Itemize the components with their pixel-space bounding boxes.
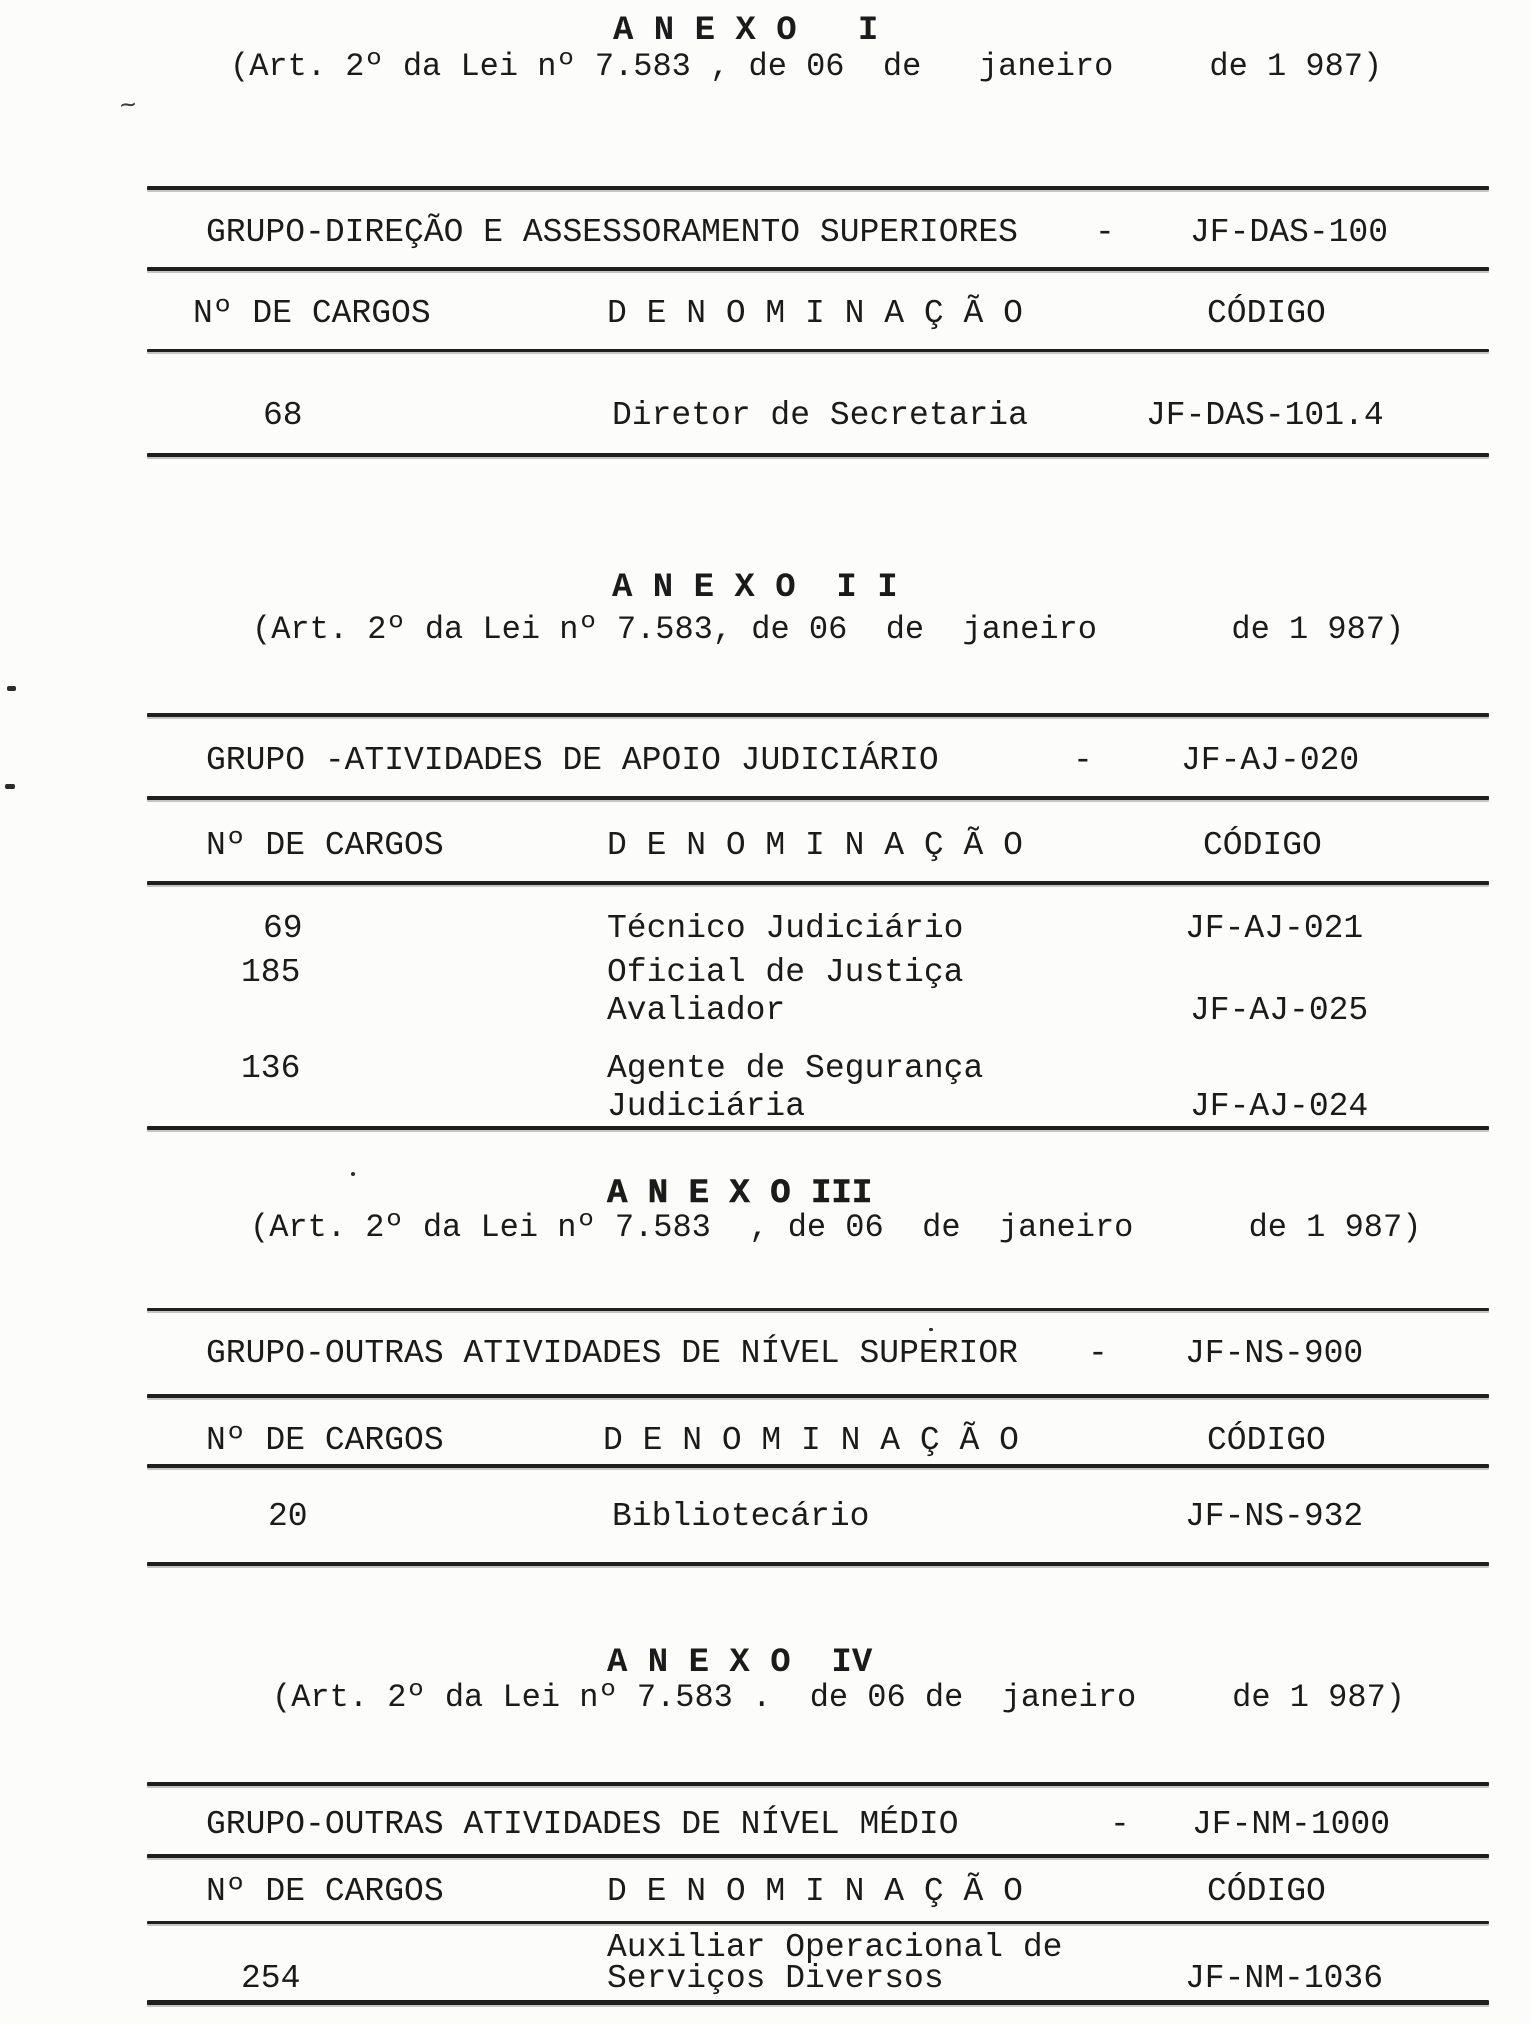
anexo4-col-codigo: CÓDIGO [1207, 1873, 1326, 1910]
rule [147, 1464, 1489, 1468]
anexo2-row1-denominacao: Técnico Judiciário [607, 910, 964, 947]
anexo3-group-code: JF-NS-900 [1185, 1335, 1364, 1372]
anexo3-col-denominacao: D E N O M I N A Ç Ã O [603, 1422, 1019, 1459]
anexo3-row1-cargos: 20 [268, 1498, 308, 1535]
anexo2-group-label: GRUPO -ATIVIDADES DE APOIO JUDICIÁRIO [206, 742, 939, 779]
rule [147, 1782, 1489, 1786]
anexo2-group-dash: - [1073, 742, 1093, 779]
anexo2-row3-denominacao-line1: Agente de Segurança [607, 1050, 984, 1087]
anexo2-row2-denominacao-line1: Oficial de Justiça [607, 954, 964, 991]
anexo1-group-code: JF-DAS-100 [1190, 214, 1389, 251]
rule [147, 881, 1489, 885]
rule [147, 1126, 1489, 1130]
anexo2-row2-denominacao-line2: Avaliador [607, 992, 786, 1029]
rule [147, 453, 1489, 457]
anexo4-col-cargos: Nº DE CARGOS [206, 1873, 444, 1910]
anexo4-title: A N E X O IV [607, 1644, 873, 1682]
rule [147, 713, 1489, 717]
scan-speck [5, 784, 15, 789]
rule [147, 1921, 1489, 1924]
anexo1-row1-cargos: 68 [263, 397, 303, 434]
rule [147, 267, 1489, 271]
anexo3-subtitle: (Art. 2º da Lei nº 7.583 , de 06 de janeiro de 1 987) [250, 1209, 1422, 1246]
anexo2-row3-denominacao-line2: Judiciária [607, 1088, 806, 1125]
anexo1-title: A N E X O I [613, 12, 879, 50]
rule [147, 2000, 1489, 2005]
anexo2-col-denominacao: D E N O M I N A Ç Ã O [607, 827, 1023, 864]
rule [147, 1562, 1489, 1566]
rule [147, 1394, 1489, 1398]
anexo1-subtitle: (Art. 2º da Lei nº 7.583 , de 06 de janeiro de 1 987) [230, 48, 1383, 85]
anexo2-col-codigo: CÓDIGO [1203, 827, 1322, 864]
anexo1-col-cargos: Nº DE CARGOS [193, 295, 431, 332]
anexo2-row1-cargos: 69 [263, 910, 303, 947]
anexo4-row1-denominacao-line2: Serviços Diversos [607, 1960, 944, 1997]
anexo2-row1-codigo: JF-AJ-021 [1185, 910, 1364, 947]
scan-speck [351, 1172, 355, 1176]
margin-pen-mark: ~ [117, 90, 139, 125]
rule [147, 186, 1489, 190]
anexo3-col-codigo: CÓDIGO [1207, 1422, 1326, 1459]
rule [147, 1854, 1489, 1858]
anexo4-row1-cargos: 254 [241, 1960, 301, 1997]
scan-speck [7, 686, 16, 691]
anexo2-subtitle: (Art. 2º da Lei nº 7.583, de 06 de janeiro de 1 987) [252, 611, 1405, 648]
anexo2-group-code: JF-AJ-020 [1181, 742, 1360, 779]
rule [147, 349, 1489, 352]
anexo4-row1-codigo: JF-NM-1036 [1185, 1960, 1384, 1997]
anexo3-col-cargos: Nº DE CARGOS [206, 1422, 444, 1459]
anexo3-group-dash: - [1088, 1335, 1108, 1372]
rule [147, 796, 1489, 800]
anexo2-col-cargos: Nº DE CARGOS [206, 827, 444, 864]
anexo3-row1-denominacao: Bibliotecário [612, 1498, 870, 1535]
anexo2-row2-cargos: 185 [241, 954, 301, 991]
anexo4-subtitle: (Art. 2º da Lei nº 7.583 . de 06 de janeiro de 1 987) [272, 1679, 1405, 1716]
anexo3-row1-codigo: JF-NS-932 [1185, 1498, 1364, 1535]
anexo1-group-label: GRUPO-DIREÇÃO E ASSESSORAMENTO SUPERIORES [206, 214, 1018, 251]
anexo1-col-denominacao: D E N O M I N A Ç Ã O [607, 295, 1023, 332]
anexo3-group-label: GRUPO-OUTRAS ATIVIDADES DE NÍVEL SUPERIOR [206, 1335, 1018, 1372]
anexo2-row3-cargos: 136 [241, 1050, 301, 1087]
anexo1-group-dash: - [1095, 214, 1115, 251]
anexo4-group-label: GRUPO-OUTRAS ATIVIDADES DE NÍVEL MÉDIO [206, 1806, 959, 1843]
anexo2-row2-codigo: JF-AJ-025 [1190, 992, 1369, 1029]
anexo1-row1-denominacao: Diretor de Secretaria [612, 397, 1028, 434]
anexo4-group-code: JF-NM-1000 [1192, 1806, 1391, 1843]
anexo2-title: A N E X O I I [612, 569, 898, 607]
anexo3-title: A N E X O III [607, 1175, 873, 1213]
anexo4-group-dash: - [1110, 1806, 1130, 1843]
anexo4-row1-denominacao-line1: Auxiliar Operacional de [607, 1929, 1063, 1966]
rule [147, 1308, 1489, 1311]
scan-speck [929, 1328, 933, 1331]
anexo1-row1-codigo: JF-DAS-101.4 [1146, 397, 1384, 434]
anexo1-col-codigo: CÓDIGO [1207, 295, 1326, 332]
anexo2-row3-codigo: JF-AJ-024 [1190, 1088, 1369, 1125]
anexo4-col-denominacao: D E N O M I N A Ç Ã O [607, 1873, 1023, 1910]
